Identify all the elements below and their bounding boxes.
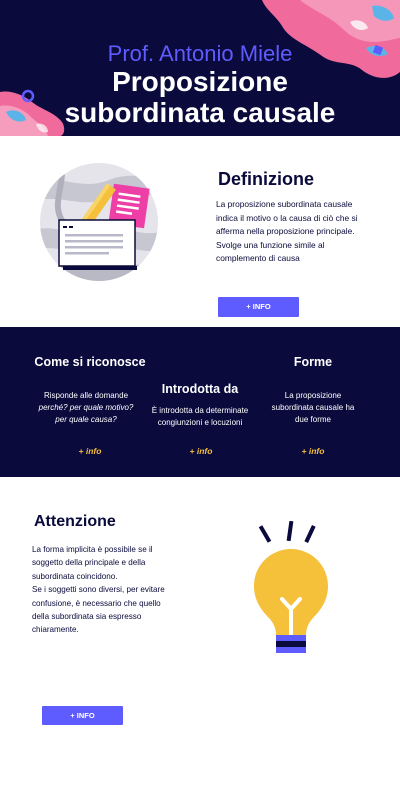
lightbulb-icon	[246, 521, 336, 661]
page-title	[0, 66, 400, 128]
definizione-heading: Definizione	[218, 169, 315, 189]
documents-and-pencil-illustration	[39, 162, 159, 282]
attenzione-section	[0, 477, 400, 800]
come-si-riconosce-title: Come si riconosce	[34, 355, 146, 369]
attenzione-text	[32, 543, 172, 637]
forme-title: Forme	[293, 355, 333, 369]
introdotta-da-title: Introdotta da	[161, 382, 239, 396]
attenzione-info-button[interactable]: + INFO	[42, 706, 123, 725]
introdotta-da-text: È introdotta da determinate congiunzioni e locuzioni	[151, 406, 249, 427]
come-si-riconosce-text	[36, 390, 136, 426]
features-band	[0, 327, 400, 477]
come-si-riconosce-text-intro: Risponde alle domande	[43, 391, 129, 400]
definizione-text	[216, 198, 376, 266]
attenzione-paragraph-2: Se i soggetti sono diversi, per evitare confusione, è necessario che quello della subordinata sia espresso chiaramente.	[32, 585, 165, 635]
definizione-info-button[interactable]: + INFO	[218, 297, 299, 317]
definizione-section	[0, 136, 400, 327]
header-banner	[0, 0, 400, 136]
page-title-line-2: subordinata causale	[64, 97, 336, 128]
forme-more-link[interactable]: + info	[301, 446, 325, 456]
page-title-line-1: Proposizione	[112, 66, 288, 97]
attenzione-heading: Attenzione	[34, 513, 116, 530]
definizione-paragraph-2: Svolge una funzione simile al complemento di causa	[216, 239, 325, 264]
come-si-riconosce-questions: perché? per quale motivo? per quale causa?	[38, 403, 134, 424]
attenzione-paragraph-1: La forma implicita è possibile se il soggetto della principale e della subordinata coincidono.	[32, 545, 153, 581]
forme-text: La proposizione subordinata causale ha due forme	[271, 391, 355, 424]
introdotta-da-more-link[interactable]: + info	[189, 446, 213, 456]
come-si-riconosce-more-link[interactable]: + info	[78, 446, 102, 456]
definizione-paragraph-1: La proposizione subordinata causale indica il motivo o la causa di ciò che si afferma nella proposizione principale.	[216, 199, 358, 237]
author-name: Prof. Antonio Miele	[107, 41, 293, 66]
